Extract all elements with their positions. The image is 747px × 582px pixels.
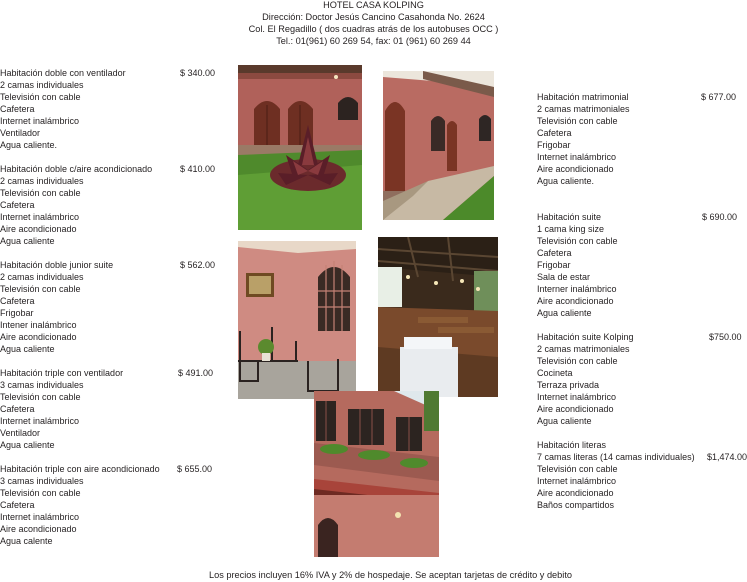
room-feature: Internet inalámbrico <box>537 152 617 162</box>
room-block <box>0 259 216 355</box>
room-price: $ 410.00 <box>180 164 216 174</box>
hotel-phone: Tel.: 01(961) 60 269 54, fax: 01 (961) 60 269 44 <box>276 36 471 46</box>
room-feature: 2 camas matrimoniales <box>537 344 630 354</box>
room-feature: Agua caliente <box>0 236 55 246</box>
room-name: Habitación suite Kolping <box>537 332 634 342</box>
room-feature: Aire acondicionado <box>0 524 77 534</box>
room-block <box>0 367 214 451</box>
restaurant-photo <box>378 237 498 397</box>
room-feature: Sala de estar <box>537 272 591 282</box>
room-feature: Aire acondicionado <box>537 164 614 174</box>
room-feature: Frigobar <box>0 308 34 318</box>
room-feature: Agua caliente. <box>537 176 595 186</box>
room-feature: 2 camas individuales <box>0 272 84 282</box>
room-feature: 3 camas individuales <box>0 380 84 390</box>
room-feature: Frigobar <box>537 260 571 270</box>
room-feature: Interner inalámbrico <box>537 284 617 294</box>
room-name: Habitación matrimonial <box>537 92 629 102</box>
room-feature: 1 cama king size <box>537 224 605 234</box>
room-feature: Aire acondicionado <box>537 296 614 306</box>
room-feature: Televisión con cable <box>0 92 81 102</box>
room-feature: Frigobar <box>537 140 571 150</box>
room-feature: Agua caliente <box>0 344 55 354</box>
room-feature: Intener inalámbrico <box>0 320 77 330</box>
room-name: Habitación literas <box>537 440 607 450</box>
room-feature: Cafetera <box>537 248 572 258</box>
room-feature: Baños compartidos <box>537 500 615 510</box>
room-feature: Cafetera <box>0 500 35 510</box>
room-feature: Televisión con cable <box>537 464 618 474</box>
room-feature: Televisión con cable <box>537 356 618 366</box>
room-feature: Cafetera <box>0 404 35 414</box>
room-feature: Televisión con cable <box>0 392 81 402</box>
room-price: $ 562.00 <box>180 260 216 270</box>
corridor-photo <box>383 71 494 220</box>
building-exterior-photo <box>314 391 439 557</box>
room-price: $ 655.00 <box>177 464 213 474</box>
room-feature: Aire acondicionado <box>537 488 614 498</box>
suite-interior-photo <box>238 241 356 399</box>
hotel-name: HOTEL CASA KOLPING <box>323 0 424 10</box>
room-price: $ 340.00 <box>180 68 216 78</box>
room-name: Habitación doble con ventilador <box>0 68 126 78</box>
hotel-location: Col. El Regadillo ( dos cuadras atrás de los autobuses OCC ) <box>248 24 499 34</box>
room-feature: Cocineta <box>537 368 573 378</box>
room-feature: Agua caliente <box>537 416 592 426</box>
room-feature: Aire acondicionado <box>537 404 614 414</box>
room-feature: Agua caliente <box>0 440 55 450</box>
room-feature: Internet inalámbrico <box>537 392 617 402</box>
room-price: $ 491.00 <box>178 368 214 378</box>
room-feature: 2 camas individuales <box>0 176 84 186</box>
room-feature: Internet inalámbrico <box>0 212 80 222</box>
room-feature: Agua caliente <box>537 308 592 318</box>
room-feature: Televisión con cable <box>0 284 81 294</box>
room-price: $ 690.00 <box>702 212 738 222</box>
room-feature: Cafetera <box>0 104 35 114</box>
room-feature: Ventilador <box>0 428 41 438</box>
room-feature: Aire acondicionado <box>0 332 77 342</box>
room-block <box>537 439 747 511</box>
room-feature: Cafetera <box>0 296 35 306</box>
room-feature: 3 camas individuales <box>0 476 84 486</box>
room-block <box>537 91 737 187</box>
room-feature: 7 camas literas (14 camas individuales) <box>537 452 695 462</box>
courtyard-photo <box>238 65 362 230</box>
room-feature: Cafetera <box>537 128 572 138</box>
room-feature: Agua calente <box>0 536 53 546</box>
room-block <box>0 67 216 151</box>
room-name: Habitación doble c/aire acondicionado <box>0 164 153 174</box>
room-feature: Televisión con cable <box>0 188 81 198</box>
room-feature: Televisión con cable <box>0 488 81 498</box>
room-price: $ 677.00 <box>701 92 737 102</box>
room-feature: 2 camas individuales <box>0 80 84 90</box>
hotel-address: Dirección: Doctor Jesús Cancino Casahonda No. 2624 <box>262 12 485 22</box>
room-block <box>537 211 738 319</box>
room-price: $750.00 <box>709 332 742 342</box>
room-name: Habitación suite <box>537 212 602 222</box>
room-feature: Internet inalámbrico <box>0 116 80 126</box>
room-name: Habitación doble junior suite <box>0 260 114 270</box>
room-block <box>0 463 213 547</box>
room-feature: Televisión con cable <box>537 236 618 246</box>
room-feature: Cafetera <box>0 200 35 210</box>
room-feature: Aire acondicionado <box>0 224 77 234</box>
room-feature: Internet inalámbrico <box>0 512 80 522</box>
room-feature: Ventilador <box>0 128 41 138</box>
room-feature: Internet inalámbrico <box>537 476 617 486</box>
room-feature: Televisión con cable <box>537 116 618 126</box>
room-price: $1,474.00 <box>707 452 747 462</box>
prices-footnote: Los precios incluyen 16% IVA y 2% de hospedaje. Se aceptan tarjetas de crédito y debito <box>209 570 572 580</box>
room-block <box>537 331 742 427</box>
room-feature: Internet inalámbrico <box>0 416 80 426</box>
room-feature: Terraza privada <box>537 380 600 390</box>
letterhead <box>0 0 747 47</box>
room-block <box>0 163 216 247</box>
room-name: Habitación triple con ventilador <box>0 368 124 378</box>
room-name: Habitación triple con aire acondicionado <box>0 464 160 474</box>
room-feature: Agua caliente. <box>0 140 58 150</box>
room-feature: 2 camas matrimoniales <box>537 104 630 114</box>
